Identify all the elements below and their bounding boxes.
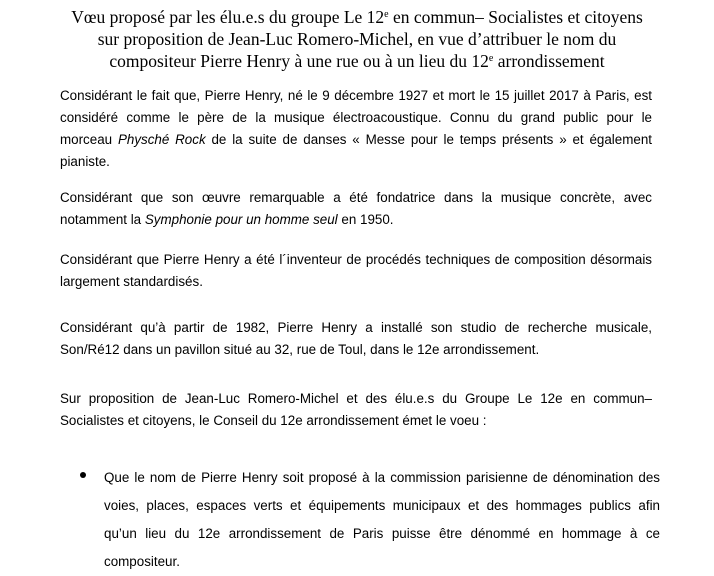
title-line-1-superscript: e <box>384 9 389 20</box>
text-segment: notamment la <box>60 212 145 227</box>
paragraph-line: Que le nom de Pierre Henry soit proposé à la commission parisienne de dénomination des <box>104 470 660 485</box>
title-line-3-superscript: e <box>488 53 494 64</box>
italic-work-title: Physché Rock <box>117 132 206 147</box>
paragraph-line: pianiste. <box>60 154 110 169</box>
resolution-text <box>104 464 660 576</box>
paragraph-line: Considérant que Pierre Henry a été l´inventeur de procédés techniques de composition désormais <box>60 252 652 267</box>
paragraph-line: Considérant que son œuvre remarquable a été fondatrice dans la musique concrète, avec <box>60 190 652 205</box>
paragraph-musique-concrete <box>60 187 652 231</box>
paragraph-line: Considérant qu’à partir de 1982, Pierre Henry a installé son studio de recherche musicale, <box>60 320 652 335</box>
title-line-3 <box>40 50 674 72</box>
paragraph-proposal <box>60 388 652 432</box>
title-line-1-text-b: en commun– Socialistes et citoyens <box>388 7 643 27</box>
text-segment: morceau <box>60 132 118 147</box>
paragraph-line: largement standardisés. <box>60 274 203 289</box>
paragraph-birth-death <box>60 85 652 173</box>
paragraph-line: Sur proposition de Jean-Luc Romero-Michel et des élu.e.s du Groupe Le 12e en commun– <box>60 391 652 406</box>
paragraph-line: Son/Ré12 dans un pavillon situé au 32, rue de Toul, dans le 12e arrondissement. <box>60 342 540 357</box>
text-segment: de la suite de danses « Messe pour le temps présents » et également <box>211 132 652 147</box>
document-title <box>40 6 674 72</box>
paragraph-line: Considérant le fait que, Pierre Henry, né le 9 décembre 1927 et mort le 15 juillet 2017 à Paris, est <box>60 88 652 103</box>
title-line-2: sur proposition de Jean-Luc Romero-Michel, en vue d’attribuer le nom du <box>97 29 617 49</box>
title-line-1-text-a: Vœu proposé par les élu.e.s du groupe Le 12 <box>71 7 385 27</box>
paragraph-inventor <box>60 249 652 293</box>
paragraph-line <box>60 209 652 231</box>
paragraph-line: compositeur. <box>104 554 180 569</box>
title-line-3-text-a: compositeur Pierre Henry à une rue ou à un lieu du 12 <box>109 51 489 71</box>
title-line-3-text-b: arrondissement <box>493 51 605 71</box>
paragraph-line <box>60 129 652 151</box>
text-segment: en 1950. <box>337 212 394 227</box>
paragraph-line: voies, places, espaces verts et équipements municipaux et des hommages publics afin <box>104 498 660 513</box>
bullet-icon <box>80 472 86 478</box>
paragraph-studio <box>60 317 652 361</box>
italic-work-title: Symphonie pour un homme seul <box>144 212 338 227</box>
title-line-1 <box>40 6 674 28</box>
paragraph-line: Socialistes et citoyens, le Conseil du 12e arrondissement émet le voeu : <box>60 413 487 428</box>
paragraph-line: qu’un lieu du 12e arrondissement de Paris puisse être dénommé en hommage à ce <box>104 526 660 541</box>
paragraph-line: considéré comme le père de la musique électroacoustique. Connu du grand public pour le <box>60 110 652 125</box>
